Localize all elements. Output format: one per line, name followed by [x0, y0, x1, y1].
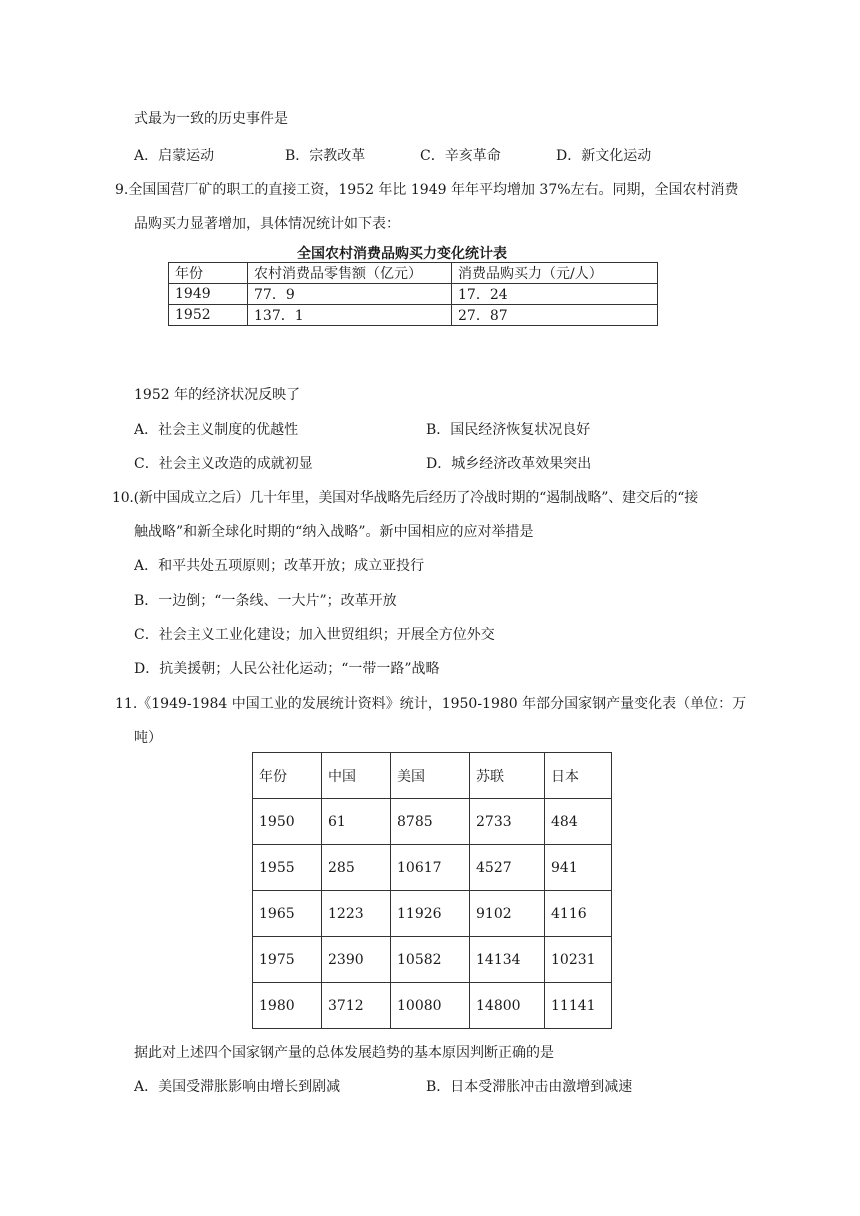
table-header-cell: 中国	[322, 753, 391, 799]
table-row	[253, 937, 612, 983]
table-cell: 77．9	[248, 284, 452, 305]
table-cell: 27．87	[452, 305, 658, 326]
table-cell: 14134	[470, 937, 545, 983]
table-cell: 2733	[470, 799, 545, 845]
q8-option-b: B．宗教改革	[285, 148, 366, 164]
table-cell: 1950	[253, 799, 322, 845]
table-header-cell: 美国	[391, 753, 470, 799]
table-row	[253, 845, 612, 891]
table-header-cell: 年份	[253, 753, 322, 799]
table-row	[253, 799, 612, 845]
table-cell: 1975	[253, 937, 322, 983]
q9-question: 1952 年的经济状况反映了	[134, 387, 301, 403]
q10-stem-line2: 触战略”和新全球化时期的“纳入战略”。新中国相应的应对举措是	[134, 524, 534, 540]
table-cell: 2390	[322, 937, 391, 983]
table-cell: 10617	[391, 845, 470, 891]
q10-option-a: A．和平共处五项原则；改革开放；成立亚投行	[134, 558, 425, 574]
q9-stem-line2: 品购买力显著增加，具体情况统计如下表：	[134, 216, 400, 232]
table-cell: 1949	[169, 284, 248, 305]
table-cell: 285	[322, 845, 391, 891]
q9-table-title: 全国农村消费品购买力变化统计表	[297, 246, 507, 262]
table-cell: 8785	[391, 799, 470, 845]
q9-option-d: D．城乡经济改革效果突出	[426, 456, 592, 472]
q8-option-a: A．启蒙运动	[134, 148, 215, 164]
table-cell: 3712	[322, 983, 391, 1029]
q10-option-d: D．抗美援朝；人民公社化运动；“一带一路”战略	[134, 661, 440, 677]
table-cell: 10231	[545, 937, 612, 983]
table-cell: 1955	[253, 845, 322, 891]
table-row	[253, 983, 612, 1029]
table-cell: 14800	[470, 983, 545, 1029]
q9-option-c: C．社会主义改造的成就初显	[134, 456, 313, 472]
table-row	[253, 891, 612, 937]
table-cell: 10582	[391, 937, 470, 983]
table-cell: 484	[545, 799, 612, 845]
table-cell: 1980	[253, 983, 322, 1029]
table-cell: 137．1	[248, 305, 452, 326]
table-header-cell: 农村消费品零售额（亿元）	[248, 263, 452, 284]
q8-option-d: D．新文化运动	[556, 148, 652, 164]
q10-stem-line1: 10.(新中国成立之后）几十年里，美国对华战略先后经历了冷战时期的“遏制战略”、建交后的“接	[112, 490, 698, 506]
table-cell: 11141	[545, 983, 612, 1029]
q10-option-b: B．一边倒；“一条线、一大片”；改革开放	[134, 593, 397, 609]
table-cell: 1223	[322, 891, 391, 937]
q9-table	[168, 262, 658, 326]
table-cell: 1952	[169, 305, 248, 326]
table-row	[169, 305, 658, 326]
q11-option-b: B．日本受滞胀冲击由激增到减速	[426, 1079, 633, 1095]
table-cell: 17．24	[452, 284, 658, 305]
q8-stem-tail: 式最为一致的历史事件是	[134, 111, 288, 127]
table-cell: 1965	[253, 891, 322, 937]
q10-option-c: C．社会主义工业化建设；加入世贸组织；开展全方位外交	[134, 627, 495, 643]
table-cell: 4116	[545, 891, 612, 937]
table-header-row	[169, 263, 658, 284]
table-cell: 4527	[470, 845, 545, 891]
q9-option-b: B．国民经济恢复状况良好	[426, 422, 591, 438]
table-cell: 61	[322, 799, 391, 845]
table-header-cell: 消费品购买力（元/人）	[452, 263, 658, 284]
q9-option-a: A．社会主义制度的优越性	[134, 422, 299, 438]
q11-question: 据此对上述四个国家钢产量的总体发展趋势的基本原因判断正确的是	[134, 1045, 554, 1061]
table-header-row	[253, 753, 612, 799]
q9-stem-line1: 9.全国国营厂矿的职工的直接工资，1952 年比 1949 年年平均增加 37%左右。同期，全国农村消费	[115, 182, 739, 198]
table-row	[169, 284, 658, 305]
table-cell: 10080	[391, 983, 470, 1029]
q11-stem-line2: 吨）	[134, 730, 162, 746]
q11-table	[252, 752, 612, 1029]
table-header-cell: 日本	[545, 753, 612, 799]
q11-stem-line1: 11.《1949-1984 中国工业的发展统计资料》统计，1950-1980 年部分国家钢产量变化表（单位：万	[115, 696, 747, 712]
table-header-cell: 年份	[169, 263, 248, 284]
q8-option-c: C．辛亥革命	[420, 148, 501, 164]
q11-option-a: A．美国受滞胀影响由增长到剧减	[134, 1079, 341, 1095]
table-cell: 9102	[470, 891, 545, 937]
table-cell: 941	[545, 845, 612, 891]
table-cell: 11926	[391, 891, 470, 937]
table-header-cell: 苏联	[470, 753, 545, 799]
